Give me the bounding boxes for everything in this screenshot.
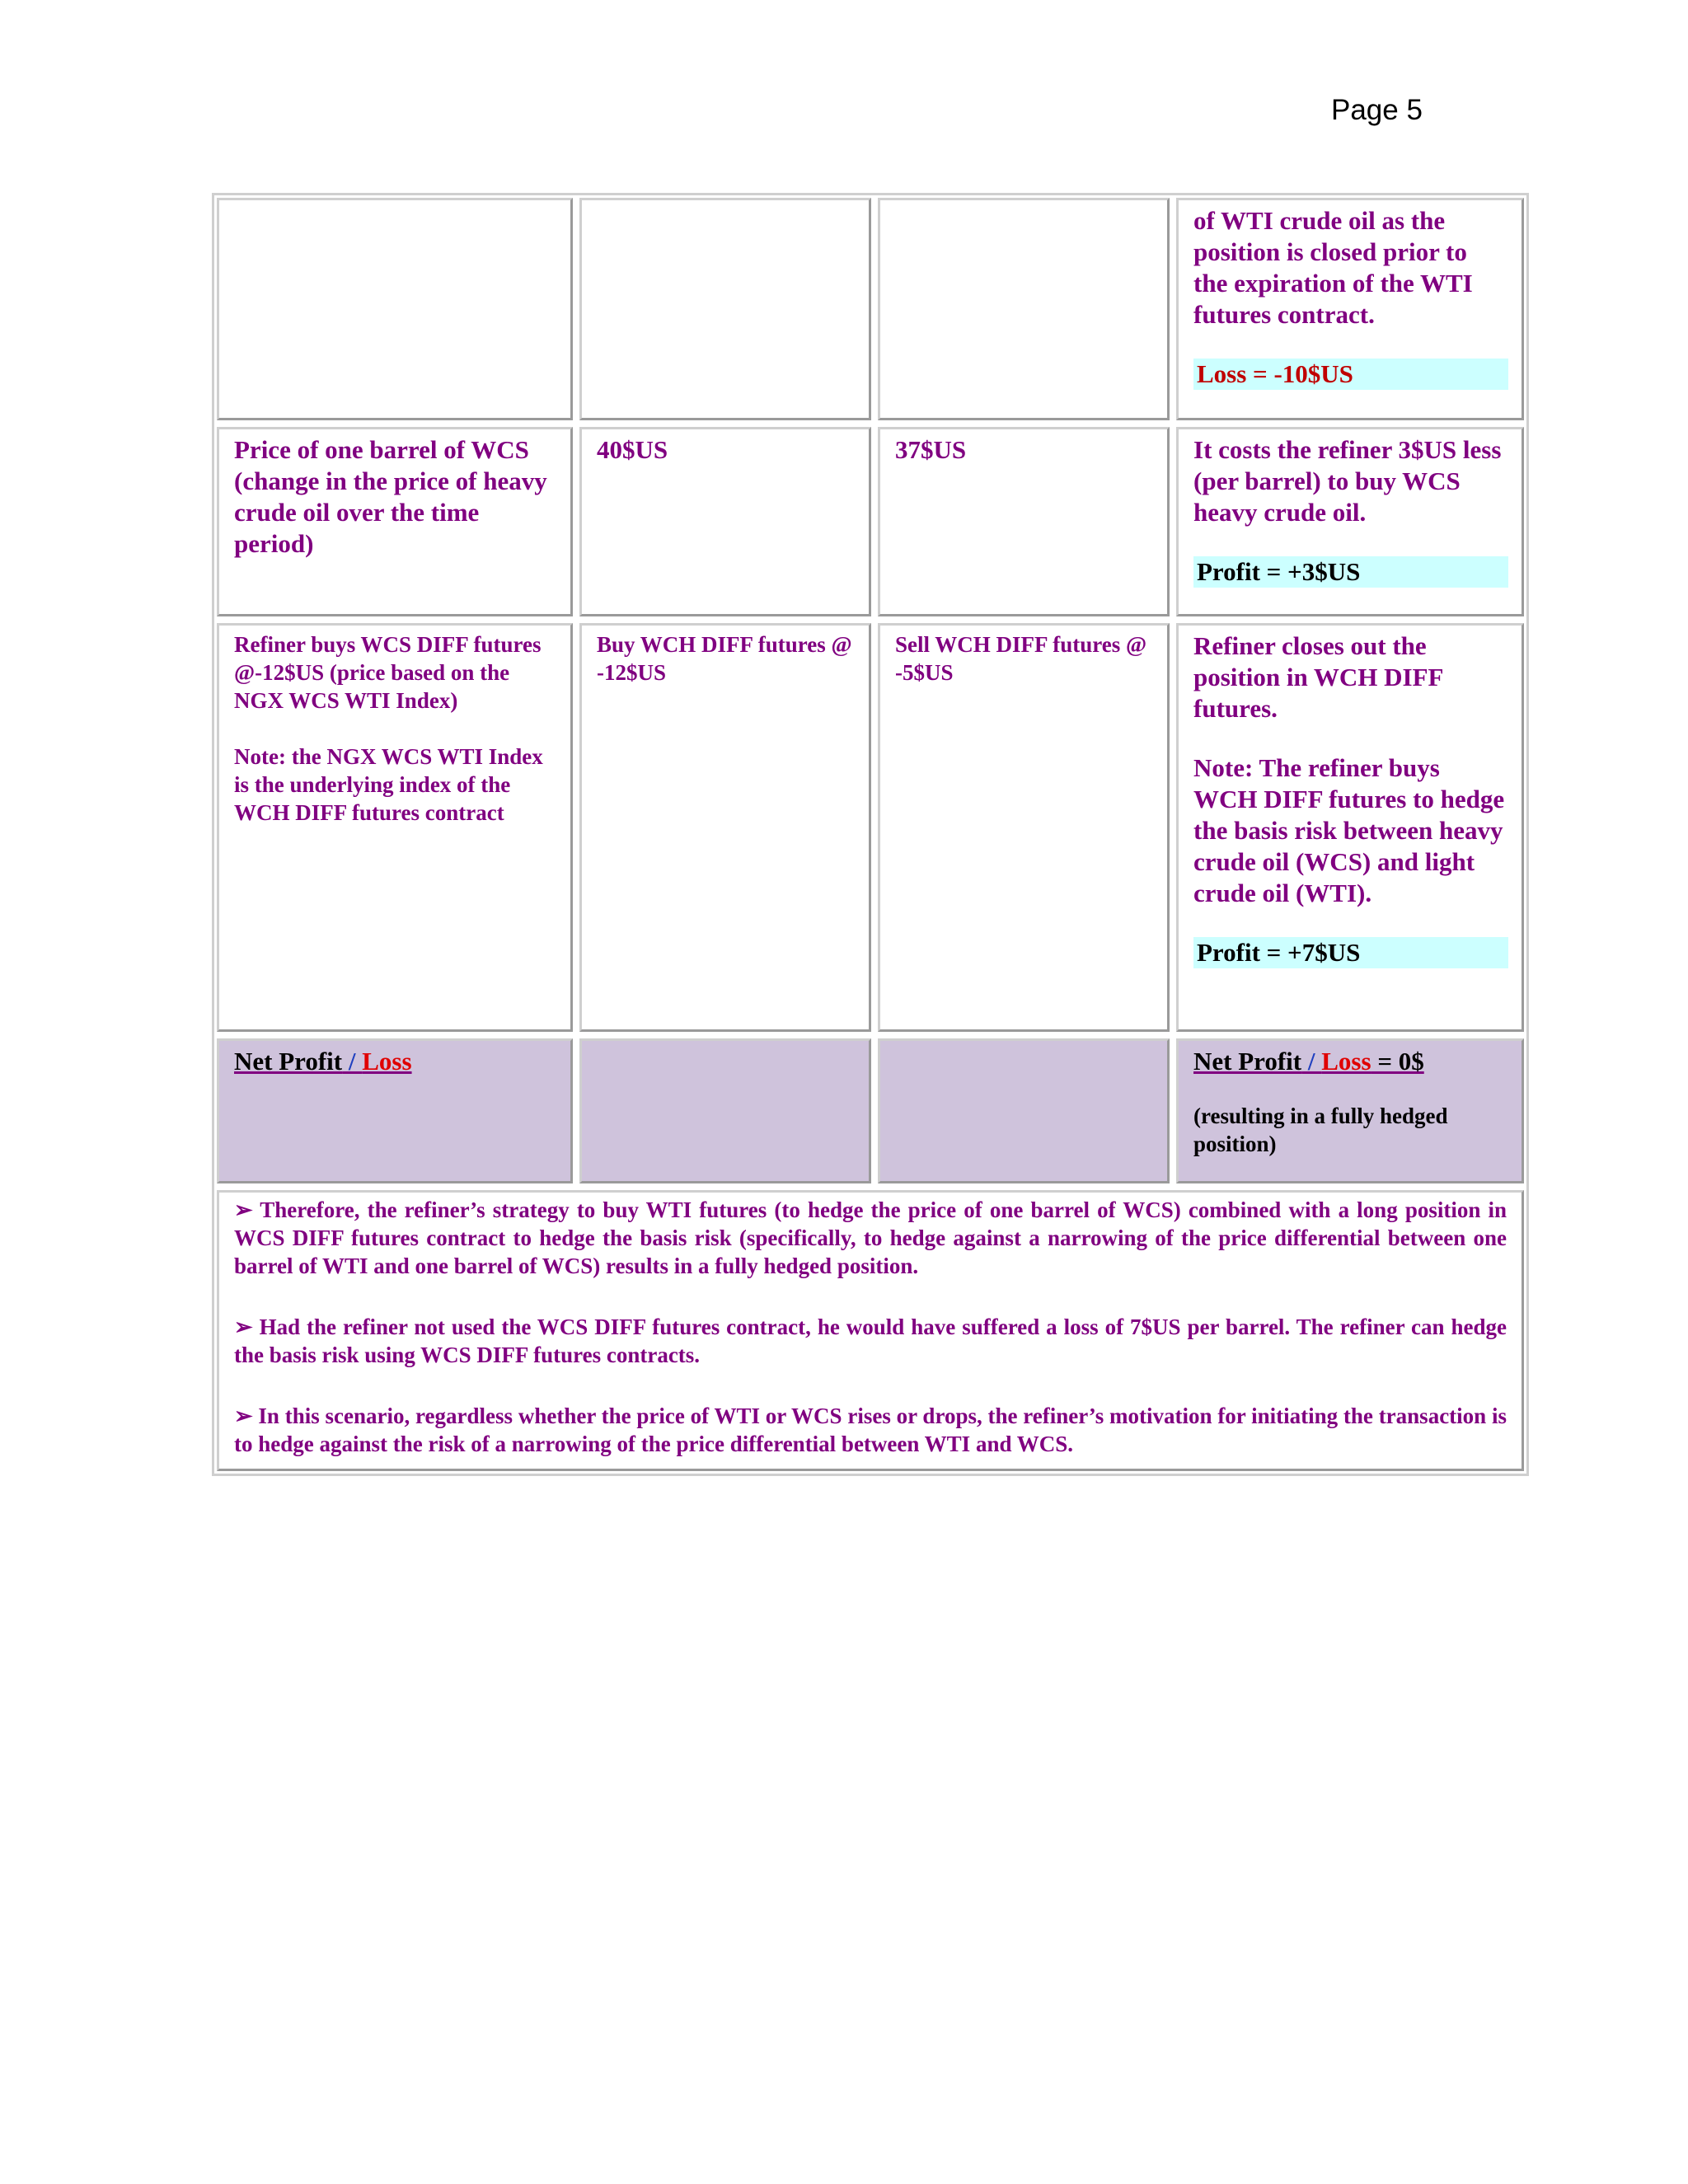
net-loss-text: Loss	[362, 1047, 412, 1076]
row2-col2-cell	[579, 427, 871, 616]
row3-col2-cell	[579, 623, 871, 1032]
note-item: ➢ Had the refiner not used the WCS DIFF futures contract, he would have suffered a loss of 7$US per barrel. The refiner can hedge the basis risk using WCS DIFF futures contracts.	[234, 1315, 1507, 1367]
row3-description: Refiner closes out the position in WCH DIFF futures.	[1193, 631, 1443, 723]
row4-col1-cell	[217, 1038, 573, 1183]
row1-col3-cell	[878, 198, 1170, 420]
net-slash-text: /	[342, 1047, 363, 1076]
row1-col2-cell	[579, 198, 871, 420]
row2-label: Price of one barrel of WCS (change in the price of heavy crude oil over the time period)	[234, 435, 547, 558]
net-result-note: (resulting in a fully hedged position)	[1193, 1104, 1448, 1156]
row3-col3-cell	[878, 623, 1170, 1032]
row1-col1-cell	[217, 198, 573, 420]
row3-col4-cell	[1176, 623, 1524, 1032]
net-result-loss-text: Loss	[1321, 1047, 1372, 1076]
row3-gap	[234, 715, 556, 743]
row4-col4-cell	[1176, 1038, 1524, 1183]
net-result-label	[1193, 1047, 1424, 1076]
row2-price-start: 40$US	[597, 435, 668, 464]
row2-col4-cell	[1176, 427, 1524, 616]
net-profit-loss-label	[234, 1047, 412, 1076]
net-profit-text: Net Profit	[234, 1047, 343, 1076]
row3-col1-cell	[217, 623, 573, 1032]
row4-col2-cell	[579, 1038, 871, 1183]
row4-col3-cell	[878, 1038, 1170, 1183]
row3-sell-action: Sell WCH DIFF futures @ -5$US	[895, 632, 1147, 685]
row3-description-note: Note: The refiner buys WCH DIFF futures to hedge the basis risk between heavy crude oil (WCS) and light crude oil (WTI).	[1193, 753, 1505, 907]
row3-gap-2	[1193, 724, 1507, 752]
row3-label-note: Note: the NGX WCS WTI Index is the underlying index of the WCH DIFF futures contract	[234, 744, 543, 825]
net-result-profit-text: Net Profit	[1193, 1047, 1302, 1076]
net-result-value: = 0$	[1371, 1047, 1424, 1076]
note-item: ➢ Therefore, the refiner’s strategy to buy WTI futures (to hedge the price of one barrel of WCS) combined with a long position in WCS DIFF futures contract to hedge the basis risk (specifically, to hedge against a narrowing of the price differential between one barrel of WTI and one barrel of WCS) results in a fully hedged position.	[234, 1197, 1507, 1278]
row2-col3-cell	[878, 427, 1170, 616]
row1-description: of WTI crude oil as the position is closed prior to the expiration of the WTI futures contract.	[1193, 206, 1473, 329]
row2-col1-cell	[217, 427, 573, 616]
page-number: Page 5	[1331, 94, 1423, 126]
row3-label: Refiner buys WCS DIFF futures @-12$US (price based on the NGX WCS WTI Index)	[234, 632, 542, 713]
row2-price-end: 37$US	[895, 435, 967, 464]
row2-profit-result: Profit = +3$US	[1193, 556, 1508, 588]
row3-buy-action: Buy WCH DIFF futures @ -12$US	[597, 632, 852, 685]
row1-loss-result: Loss = -10$US	[1193, 359, 1508, 390]
row4-gap	[1193, 1077, 1507, 1105]
note-item: ➢ In this scenario, regardless whether the price of WTI or WCS rises or drops, the refiner’s motivation for initiating the transaction is to hedge against the risk of a narrowing of the price differential between WTI and WCS.	[234, 1404, 1507, 1456]
net-result-slash-text: /	[1301, 1047, 1322, 1076]
conclusion-notes	[217, 1190, 1524, 1471]
row2-description: It costs the refiner 3$US less (per barrel) to buy WCS heavy crude oil.	[1193, 435, 1502, 527]
row3-profit-result: Profit = +7$US	[1193, 937, 1508, 968]
row1-col4-cell	[1176, 198, 1524, 420]
